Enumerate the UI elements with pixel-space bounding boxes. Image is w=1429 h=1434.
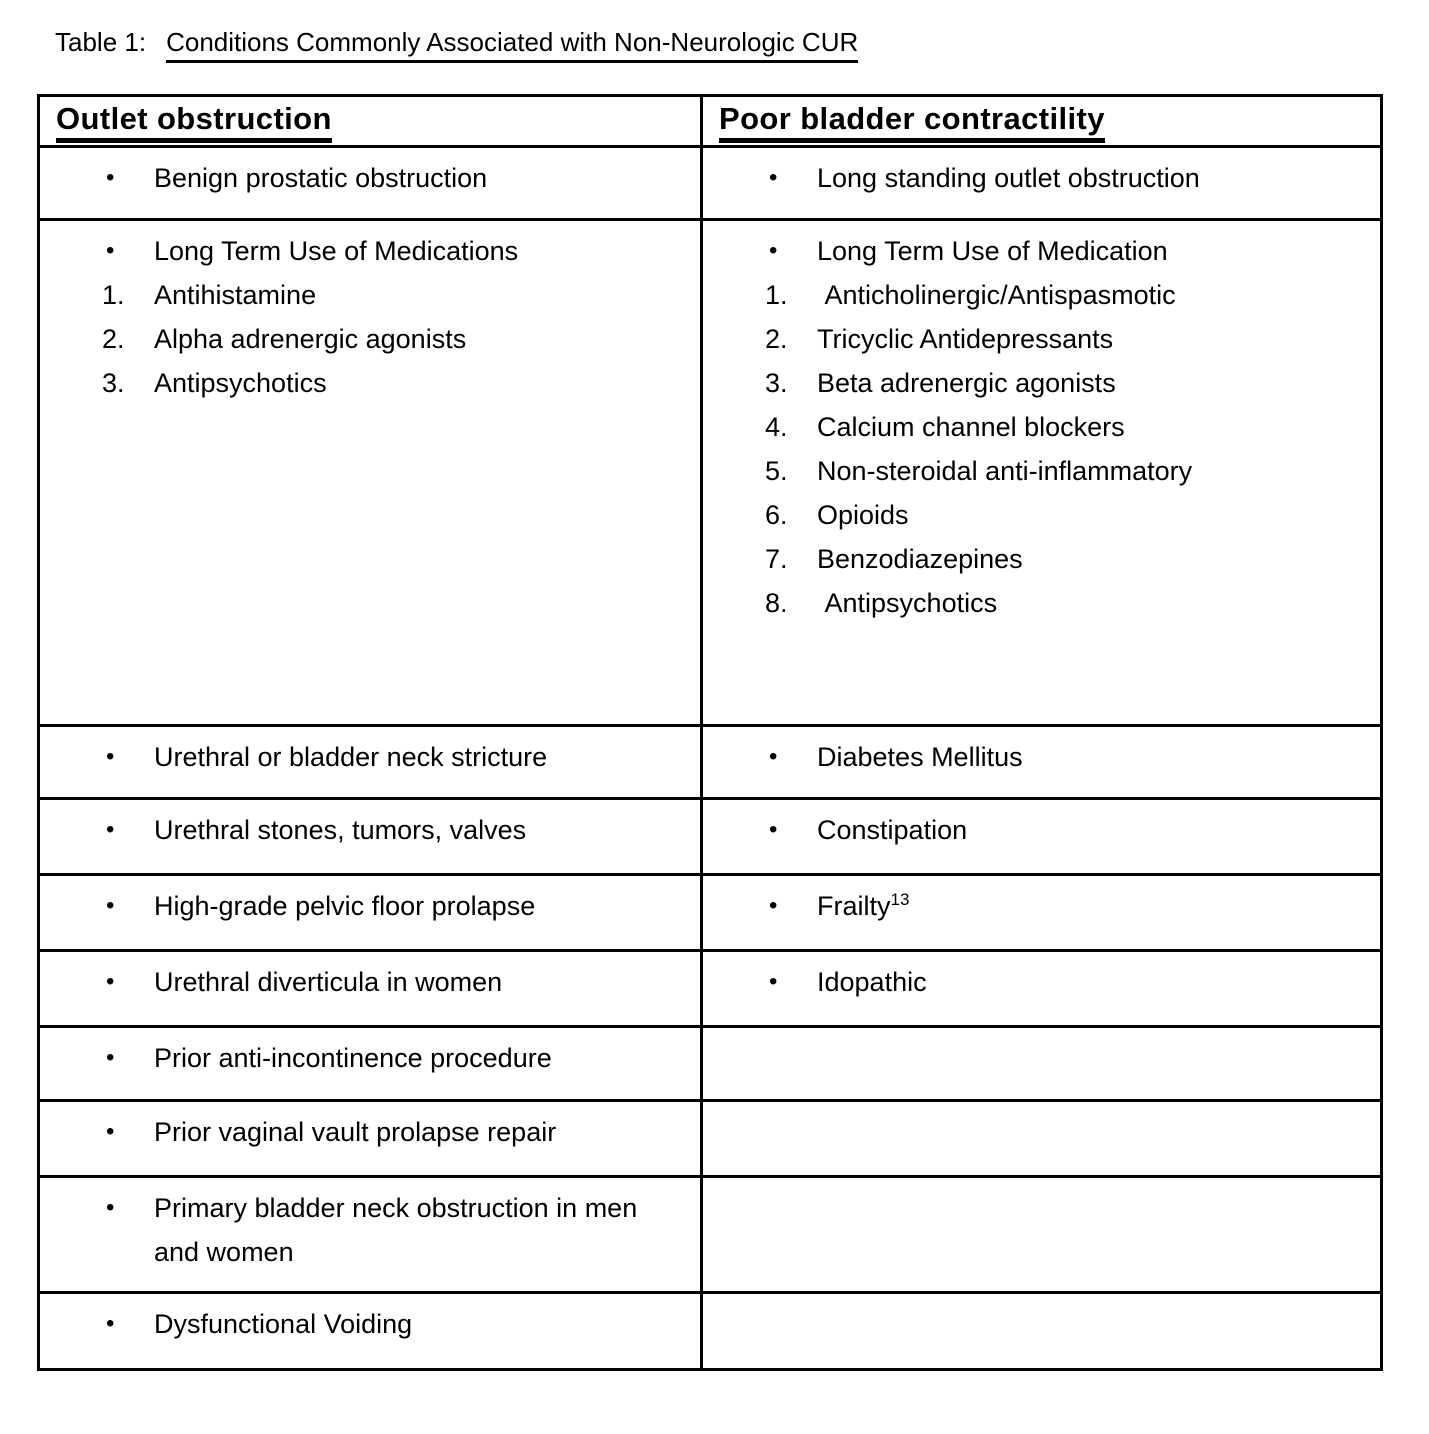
table-cell <box>703 800 1380 873</box>
item-text: Constipation <box>817 815 968 845</box>
table-caption <box>55 26 858 58</box>
bullet-marker: • <box>106 164 115 191</box>
number-marker: 2. <box>102 324 125 354</box>
table-cell <box>703 876 1380 949</box>
table-cell <box>703 1178 1380 1291</box>
table-row <box>40 873 1380 949</box>
item-text: Prior vaginal vault prolapse repair <box>154 1117 557 1147</box>
table-row <box>40 724 1380 797</box>
table-cell <box>703 1294 1380 1368</box>
item-text: Primary bladder neck obstruction in men and women <box>154 1193 645 1267</box>
column-header-label: Poor bladder contractility <box>719 102 1105 143</box>
bullet-item <box>40 1110 650 1154</box>
bullet-marker: • <box>106 743 115 770</box>
table-row <box>40 1291 1380 1368</box>
item-text: Diabetes Mellitus <box>817 742 1023 772</box>
bullet-item <box>40 156 650 200</box>
item-text: Prior anti-incontinence procedure <box>154 1043 552 1073</box>
table-cell <box>40 727 703 797</box>
item-text: Anticholinergic/Antispasmotic <box>817 280 1176 310</box>
number-marker: 8. <box>765 588 788 618</box>
table-cell <box>40 800 703 873</box>
table-cell <box>703 1102 1380 1175</box>
item-text: Antihistamine <box>154 280 317 310</box>
table-row <box>40 145 1380 218</box>
bullet-item <box>40 1036 650 1080</box>
number-marker: 2. <box>765 324 788 354</box>
item-text: Urethral stones, tumors, valves <box>154 815 527 845</box>
table-cell <box>40 1178 703 1291</box>
bullet-item <box>40 735 650 779</box>
table-cell <box>40 1294 703 1368</box>
number-marker: 5. <box>765 456 788 486</box>
bullet-marker: • <box>106 1044 115 1071</box>
item-text: Antipsychotics <box>154 368 327 398</box>
item-text: Antipsychotics <box>817 588 998 618</box>
table-cell <box>703 221 1380 724</box>
bullet-item <box>40 960 650 1004</box>
table-row <box>40 1025 1380 1099</box>
table-cell <box>703 148 1380 218</box>
bullet-item <box>40 1302 650 1346</box>
conditions-table <box>37 94 1383 1371</box>
numbered-item <box>703 273 1330 317</box>
number-marker: 7. <box>765 544 788 574</box>
table-row <box>40 797 1380 873</box>
bullet-item <box>40 884 650 928</box>
item-text: Long Term Use of Medication <box>817 236 1168 266</box>
bullet-item <box>703 884 1330 928</box>
item-text: Long standing outlet obstruction <box>817 163 1200 193</box>
numbered-item <box>703 405 1330 449</box>
number-marker: 1. <box>765 280 788 310</box>
bullet-item <box>40 808 650 852</box>
table-caption-title: Conditions Commonly Associated with Non-Neurologic CUR <box>166 27 858 63</box>
table-cell <box>703 952 1380 1025</box>
bullet-marker: • <box>769 816 778 843</box>
table-cell <box>40 952 703 1025</box>
item-text: Frailty$^{13}$ <box>817 890 910 921</box>
bullet-item <box>40 229 650 273</box>
number-marker: 1. <box>102 280 125 310</box>
bullet-marker: • <box>769 164 778 191</box>
bullet-item <box>40 1186 650 1274</box>
item-text: Urethral diverticula in women <box>154 967 503 997</box>
bullet-marker: • <box>106 1118 115 1145</box>
superscript-reference: 13 <box>890 890 910 909</box>
bullet-item <box>703 735 1330 779</box>
bullet-marker: • <box>769 743 778 770</box>
table-cell <box>40 1102 703 1175</box>
number-marker: 3. <box>102 368 125 398</box>
numbered-item <box>703 317 1330 361</box>
table-caption-prefix: Table 1: <box>55 27 147 57</box>
column-header-label: Outlet obstruction <box>56 102 332 143</box>
number-marker: 3. <box>765 368 788 398</box>
bullet-marker: • <box>106 1194 115 1221</box>
numbered-item <box>40 317 650 361</box>
table-row <box>40 1175 1380 1291</box>
table-cell <box>703 1028 1380 1099</box>
bullet-item <box>703 156 1330 200</box>
item-text: Dysfunctional Voiding <box>154 1309 413 1339</box>
item-text: Alpha adrenergic agonists <box>154 324 467 354</box>
item-text: Long Term Use of Medications <box>154 236 519 266</box>
table-row <box>40 218 1380 724</box>
item-text: Beta adrenergic agonists <box>817 368 1116 398</box>
item-text: Benign prostatic obstruction <box>154 163 488 193</box>
item-text: Tricyclic Antidepressants <box>817 324 1114 354</box>
item-text: High-grade pelvic floor prolapse <box>154 891 536 921</box>
bullet-marker: • <box>106 1310 115 1337</box>
number-marker: 4. <box>765 412 788 442</box>
bullet-marker: • <box>106 968 115 995</box>
table-cell <box>40 148 703 218</box>
bullet-marker: • <box>106 237 115 264</box>
bullet-marker: • <box>106 816 115 843</box>
numbered-item <box>703 581 1330 625</box>
bullet-marker: • <box>769 968 778 995</box>
bullet-marker: • <box>769 892 778 919</box>
bullet-marker: • <box>769 237 778 264</box>
column-header-poor-bladder-contractility <box>703 97 1380 145</box>
table-cell <box>40 1028 703 1099</box>
numbered-item <box>703 493 1330 537</box>
numbered-item <box>703 537 1330 581</box>
table-cell <box>40 221 703 724</box>
bullet-marker: • <box>106 892 115 919</box>
bullet-item <box>703 229 1330 273</box>
item-text: Calcium channel blockers <box>817 412 1125 442</box>
numbered-item <box>40 273 650 317</box>
column-header-outlet-obstruction <box>40 97 703 145</box>
table-cell <box>703 727 1380 797</box>
item-text: Idopathic <box>817 967 927 997</box>
number-marker: 6. <box>765 500 788 530</box>
numbered-item <box>703 449 1330 493</box>
bullet-item <box>703 808 1330 852</box>
table-row <box>40 1099 1380 1175</box>
bullet-item <box>703 960 1330 1004</box>
item-text: Benzodiazepines <box>817 544 1023 574</box>
item-text: Non-steroidal anti-inflammatory <box>817 456 1193 486</box>
table-cell <box>40 876 703 949</box>
header-row <box>40 97 1380 145</box>
numbered-item <box>703 361 1330 405</box>
item-text: Urethral or bladder neck stricture <box>154 742 548 772</box>
item-text: Opioids <box>817 500 909 530</box>
numbered-item <box>40 361 650 405</box>
table-row <box>40 949 1380 1025</box>
